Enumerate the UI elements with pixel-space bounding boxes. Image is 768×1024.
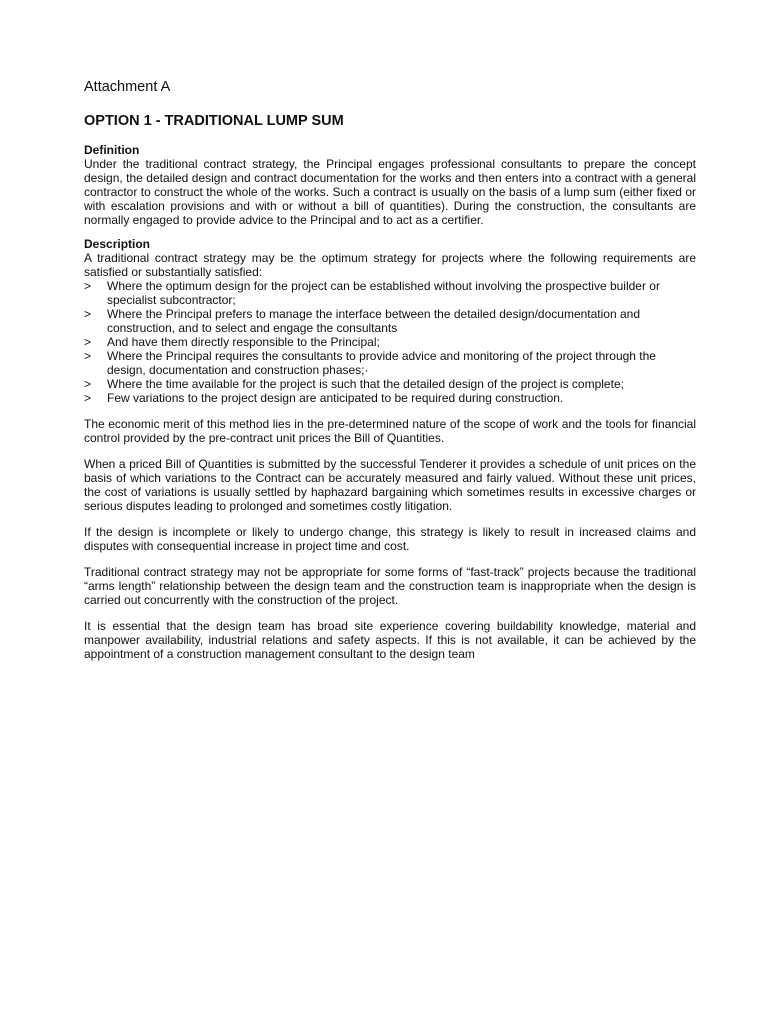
- list-item-text: Where the Principal prefers to manage the interface between the detailed design/documentation and construction, and to select and engage the consultants: [107, 307, 641, 335]
- definition-section: [84, 143, 696, 227]
- definition-text: Under the traditional contract strategy, the Principal engages professional consultants to prepare the concept design, the detailed design and contract documentation for the works and then enters into a contract with a general contractor to construct the whole of the works. Such a contract is usually on the basis of a lump sum (either fixed or with escalation provisions and with or without a bill of quantities). During the construction, the consultants are normally engaged to provide advice to the Principal and to act as a certifier.: [84, 157, 696, 227]
- list-item: [84, 349, 696, 377]
- list-item: [84, 391, 696, 405]
- description-section: [84, 237, 696, 405]
- economic-merit-paragraph: The economic merit of this method lies in the pre-determined nature of the scope of work and the tools for financial control provided by the pre-contract unit prices the Bill of Quantities.: [84, 417, 696, 445]
- list-item-text: And have them directly responsible to the Principal;: [107, 335, 380, 349]
- list-item-text: Few variations to the project design are anticipated to be required during construction.: [107, 391, 564, 405]
- definition-heading: Definition: [84, 143, 140, 157]
- option-title: OPTION 1 - TRADITIONAL LUMP SUM: [84, 113, 344, 129]
- document-page: [84, 78, 696, 661]
- bullet-marker: >: [84, 335, 92, 349]
- bill-of-quantities-paragraph: When a priced Bill of Quantities is submitted by the successful Tenderer it provides a schedule of unit prices on the basis of which variations to the Contract can be accurately measured and fairly valued. Without these unit prices, the cost of variations is usually settled by haphazard bargaining which sometimes results in excessive charges or serious disputes leading to prolonged and sometimes costly litigation.: [84, 457, 696, 513]
- bullet-marker: >: [84, 349, 92, 363]
- design-team-paragraph: It is essential that the design team has broad site experience covering buildability knowledge, material and manpower availability, industrial relations and safety aspects. If this is not available, it can be achieved by the appointment of a construction management consultant to the design team: [84, 619, 696, 661]
- requirements-list: [84, 279, 696, 405]
- description-intro: A traditional contract strategy may be the optimum strategy for projects where the following requirements are satisfied or substantially satisfied:: [84, 251, 696, 279]
- fast-track-paragraph: Traditional contract strategy may not be appropriate for some forms of “fast-track” projects because the traditional “arms length” relationship between the design team and the construction team is inappropriate when the design is carried out concurrently with the construction of the project.: [84, 565, 696, 607]
- bullet-marker: >: [84, 391, 92, 405]
- list-item: [84, 335, 696, 349]
- list-item-text: Where the time available for the project is such that the detailed design of the project is complete;: [107, 377, 624, 391]
- list-item-text: Where the Principal requires the consultants to provide advice and monitoring of the project through the design, documentation and construction phases;·: [107, 349, 656, 377]
- incomplete-design-paragraph: If the design is incomplete or likely to undergo change, this strategy is likely to result in increased claims and disputes with consequential increase in project time and cost.: [84, 525, 696, 553]
- list-item: [84, 377, 696, 391]
- bullet-marker: >: [84, 377, 92, 391]
- description-heading: Description: [84, 237, 151, 251]
- list-item: [84, 279, 696, 307]
- list-item: [84, 307, 696, 335]
- bullet-marker: >: [84, 279, 92, 293]
- list-item-text: Where the optimum design for the project can be established without involving the prospective builder or specialist subcontractor;: [107, 279, 660, 307]
- attachment-title: Attachment A: [84, 79, 171, 95]
- bullet-marker: >: [84, 307, 92, 321]
